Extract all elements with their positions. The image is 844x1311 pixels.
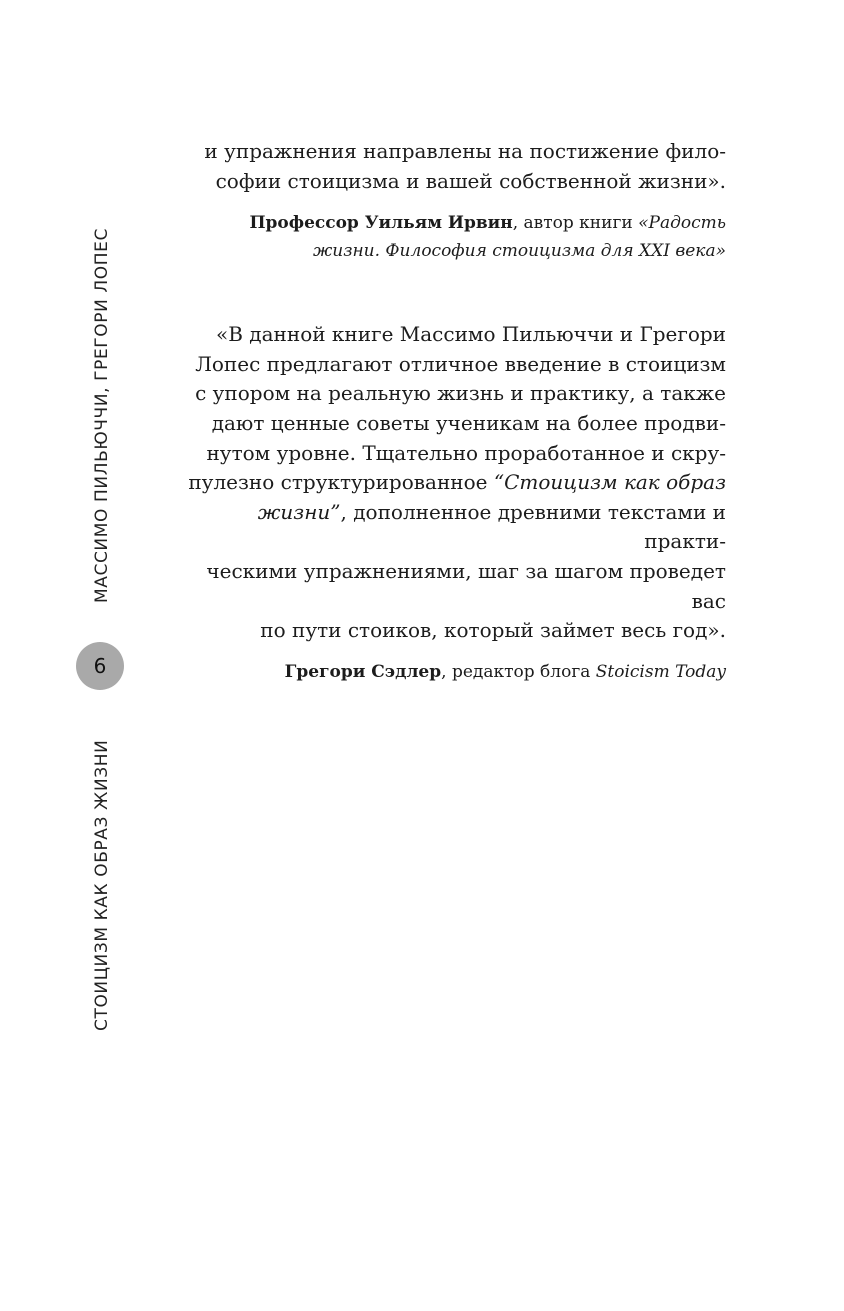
quote-line <box>170 468 726 498</box>
attribution-name: Профессор Уильям Ирвин <box>249 213 513 234</box>
quote-attribution <box>170 209 726 265</box>
quote-paragraph <box>170 320 726 646</box>
quote-paragraph <box>170 137 726 196</box>
attribution-name: Грегори Сэдлер <box>284 661 442 682</box>
quote-book-title: “Стоицизм как образ <box>493 470 726 495</box>
quote-attribution <box>170 658 726 686</box>
quote-line: «В данной книге Массимо Пильюччи и Грегори <box>216 322 726 347</box>
quote-line: и упражнения направлены на постижение фило- <box>204 139 726 163</box>
attribution-work: Stoicism Today <box>595 661 726 682</box>
quote-line: ческими упражнениями, шаг за шагом проведет вас <box>206 558 726 613</box>
text-column <box>170 137 726 686</box>
page-number: 6 <box>93 654 107 678</box>
running-header-book-title: СТОИЦИЗМ КАК ОБРАЗ ЖИЗНИ <box>92 739 112 1031</box>
quote-line: по пути стоиков, который займет весь год». <box>260 618 726 643</box>
quote-line: софии стоицизма и вашей собственной жизни». <box>215 168 726 193</box>
quote-book-title: жизни” <box>257 499 341 524</box>
attribution-work: жизни. Философия стоицизма для XXI века» <box>312 241 726 262</box>
running-header-authors: МАССИМО ПИЛЬЮЧЧИ, ГРЕГОРИ ЛОПЕС <box>92 228 112 603</box>
quote-line <box>170 498 726 557</box>
quote-line: дают ценные советы ученикам на более продви- <box>211 410 726 435</box>
attribution-role: , автор книги <box>512 213 639 234</box>
quote-line: нутом уровне. Тщательно проработанное и скру- <box>206 440 726 465</box>
attribution-line <box>170 658 726 686</box>
attribution-role: , редактор блога <box>441 661 596 682</box>
quote-text: , дополненное древними текстами и практи- <box>340 499 726 554</box>
quote-line: с упором на реальную жизнь и практику, а также <box>195 381 726 406</box>
attribution-work: «Радость <box>638 213 726 234</box>
attribution-line <box>170 209 726 237</box>
quote-line: Лопес предлагают отличное введение в стоицизм <box>195 351 726 376</box>
page-number-badge <box>76 642 124 690</box>
quote-text: пулезно структурированное <box>188 470 494 495</box>
